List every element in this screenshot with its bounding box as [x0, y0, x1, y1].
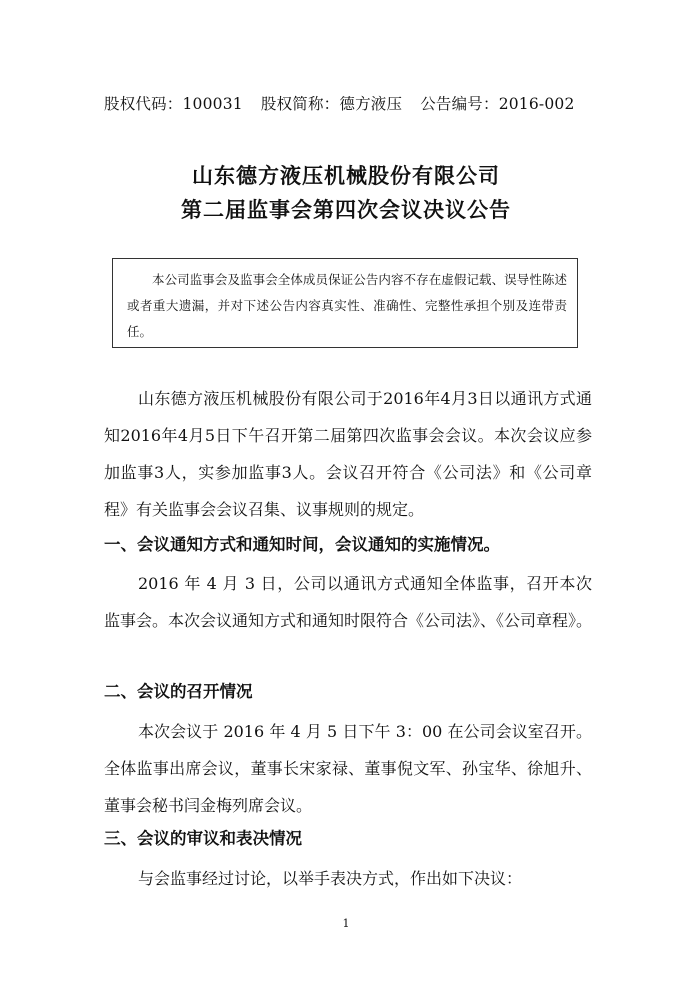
- intro-paragraph: 山东德方液压机械股份有限公司于2016年4月3日以通讯方式通知2016年4月5日下午召开第二届第四次监事会会议。本次会议应参加监事3人，实参加监事3人。会议召开符合《公司法》和《公司章程》有关监事会会议召集、议事规则的规定。: [104, 389, 592, 519]
- announcement-title: 第二届监事会第四次会议决议公告: [181, 198, 511, 222]
- notice-number: 公告编号：2016-002: [420, 95, 575, 113]
- section-heading-2: 二、会议的召开情况: [104, 682, 253, 701]
- section-text-2: 本次会议于 2016 年 4 月 5 日下午 3：00 在公司会议室召开。全体监事出席会议，董事长宋家禄、董事倪文军、孙宝华、徐旭升、董事会秘书闫金梅列席会议。: [104, 722, 592, 815]
- section-heading-3: 三、会议的审议和表决情况: [104, 829, 302, 848]
- page-number: 1: [342, 917, 350, 930]
- disclaimer-box: 本公司监事会及监事会全体成员保证公告内容不存在虚假记载、误导性陈述或者重大遗漏，并对下述公告内容真实性、准确性、完整性承担个别及连带责任。: [112, 258, 578, 348]
- company-title: 山东德方液压机械股份有限公司: [192, 164, 500, 188]
- stock-code: 股权代码：100031: [104, 95, 243, 113]
- stock-name: 股权简称：德方液压: [260, 95, 403, 113]
- section-text-3: 与会监事经过讨论，以举手表决方式，作出如下决议：: [138, 869, 523, 888]
- section-text-1: 2016 年 4 月 3 日，公司以通讯方式通知全体监事，召开本次监事会。本次会议通知方式和通知时限符合《公司法》、《公司章程》。: [104, 574, 593, 630]
- section-heading-1: 一、会议通知方式和通知时间，会议通知的实施情况。: [104, 535, 500, 554]
- announcement-header: [104, 92, 594, 114]
